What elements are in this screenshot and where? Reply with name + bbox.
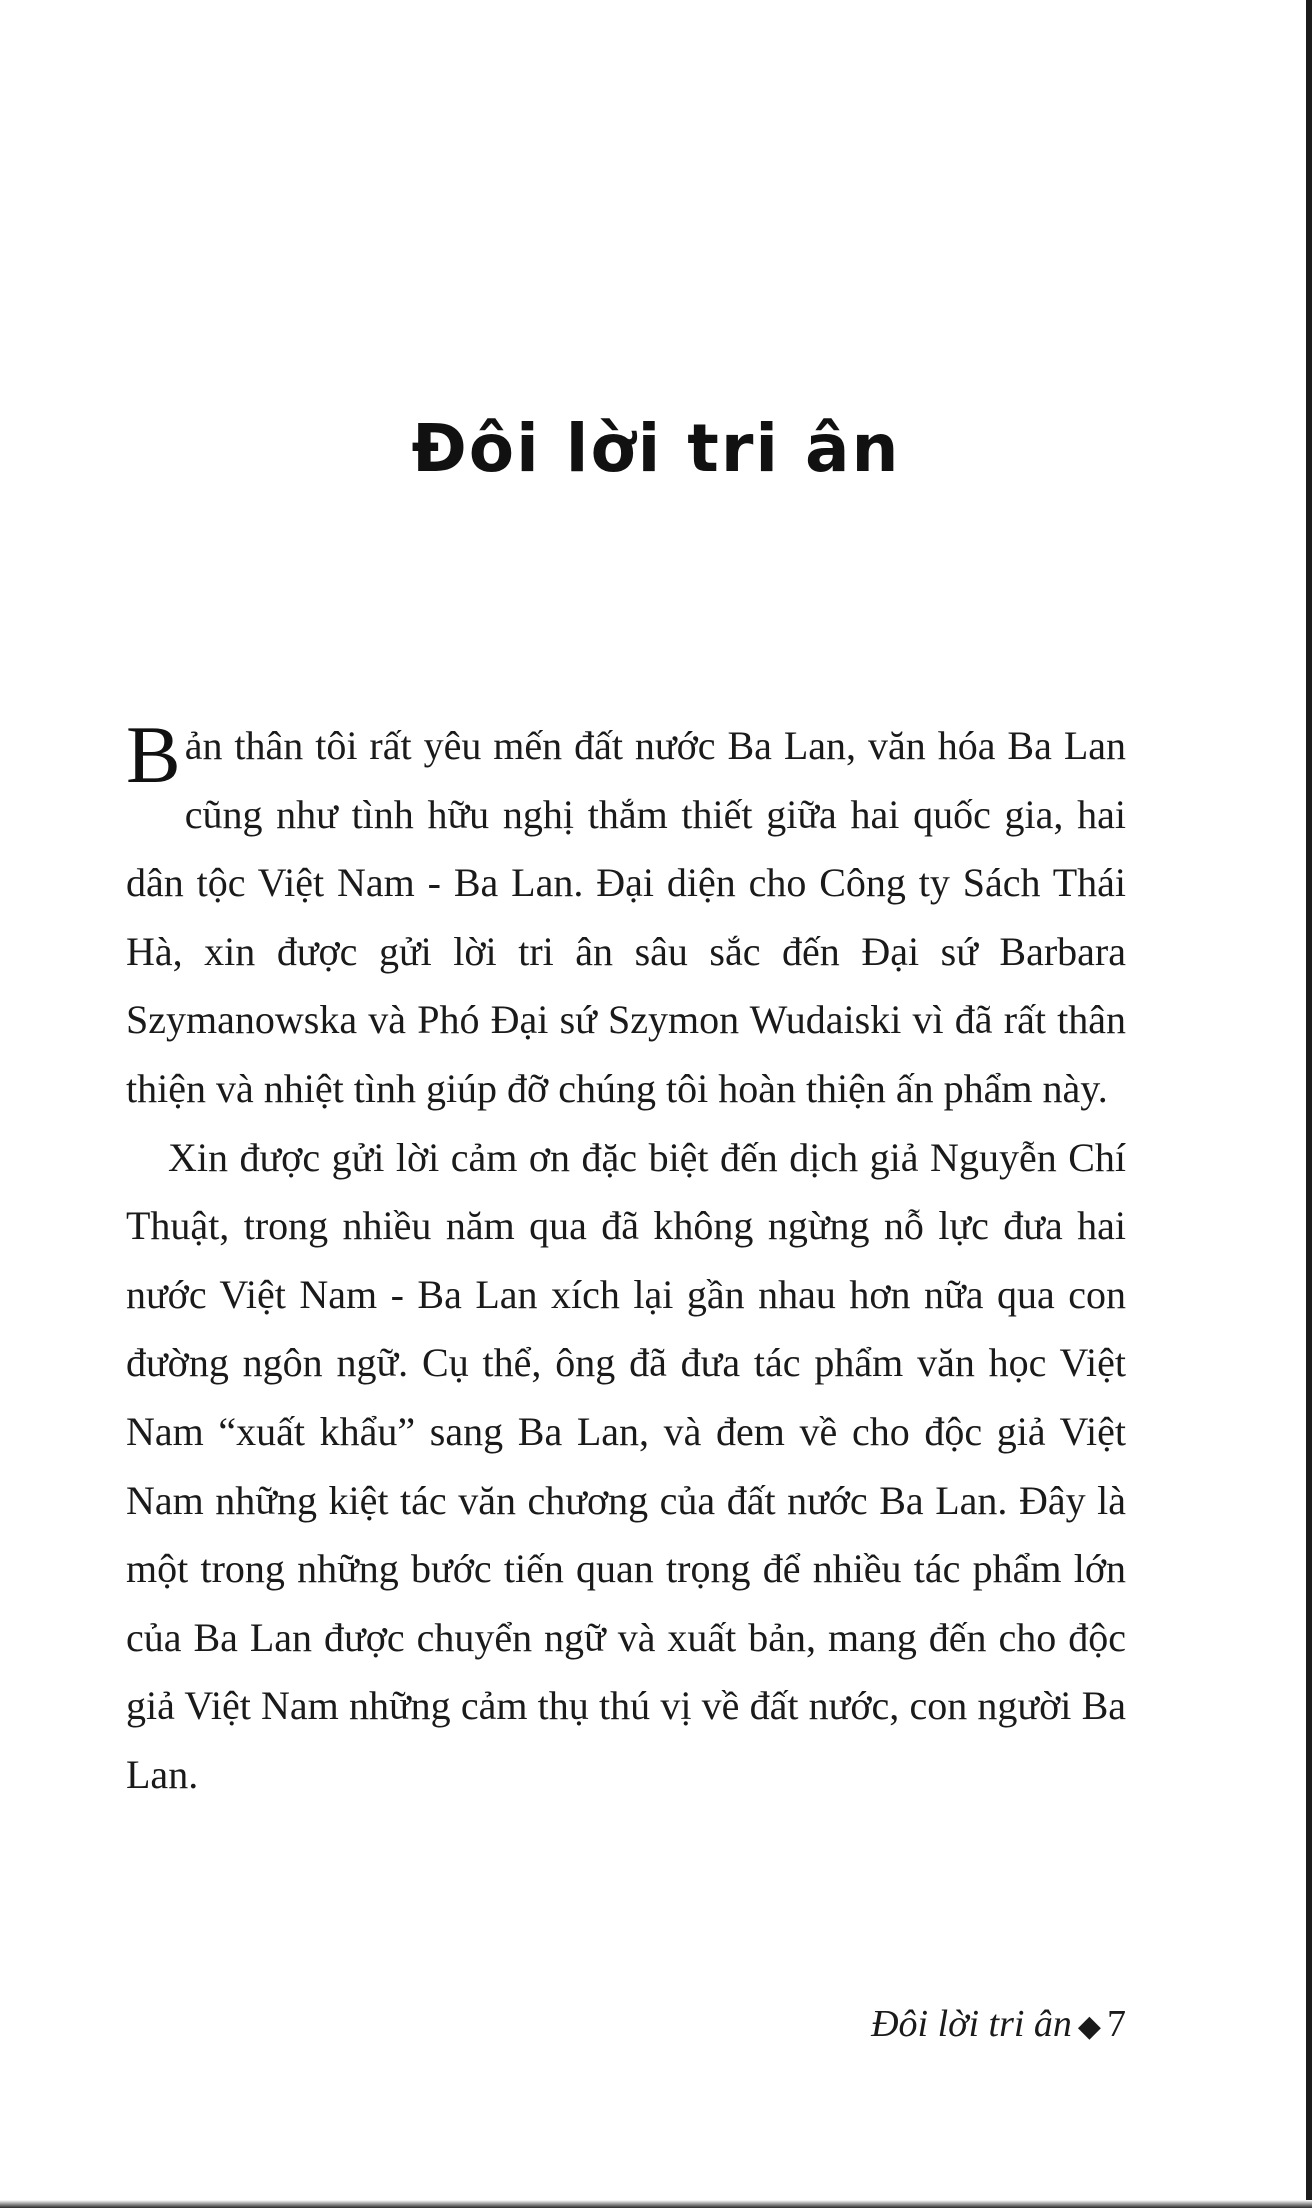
page-edge-shadow <box>1306 0 1312 2208</box>
chapter-title: Đôi lời tri ân <box>411 410 901 487</box>
page-number: 7 <box>1107 2003 1126 2045</box>
body-text <box>126 709 1126 1810</box>
paragraph-1 <box>126 709 1126 1124</box>
paragraph-1-text: ản thân tôi rất yêu mến đất nước Ba Lan, văn hóa Ba Lan cũng như tình hữu nghị thắm thiết giữa hai quốc gia, hai dân tộc Việt Nam - Ba Lan. Đại diện cho Công ty Sách Thái Hà, xin được gửi lời tri ân sâu sắc đến Đại sứ Barbara Szymanowska và Phó Đại sứ Szymon Wudaiski vì đã rất thân thiện và nhiệt tình giúp đỡ chúng tôi hoàn thiện ấn phẩm này. <box>126 723 1126 1111</box>
page-bottom-edge <box>0 2200 1312 2208</box>
diamond-icon: ◆ <box>1077 2010 1101 2043</box>
page-footer <box>871 2002 1126 2046</box>
running-title: Đôi lời tri ân <box>871 2003 1072 2045</box>
drop-cap: B <box>126 709 181 800</box>
paragraph-2: Xin được gửi lời cảm ơn đặc biệt đến dịch giả Nguyễn Chí Thuật, trong nhiều năm qua đã không ngừng nỗ lực đưa hai nước Việt Nam - Ba Lan xích lại gần nhau hơn nữa qua con đường ngôn ngữ. Cụ thể, ông đã đưa tác phẩm văn học Việt Nam “xuất khẩu” sang Ba Lan, và đem về cho độc giả Việt Nam những kiệt tác văn chương của đất nước Ba Lan. Đây là một trong những bước tiến quan trọng để nhiều tác phẩm lớn của Ba Lan được chuyển ngữ và xuất bản, mang đến cho độc giả Việt Nam những cảm thụ thú vị về đất nước, con người Ba Lan. <box>126 1134 1126 1797</box>
